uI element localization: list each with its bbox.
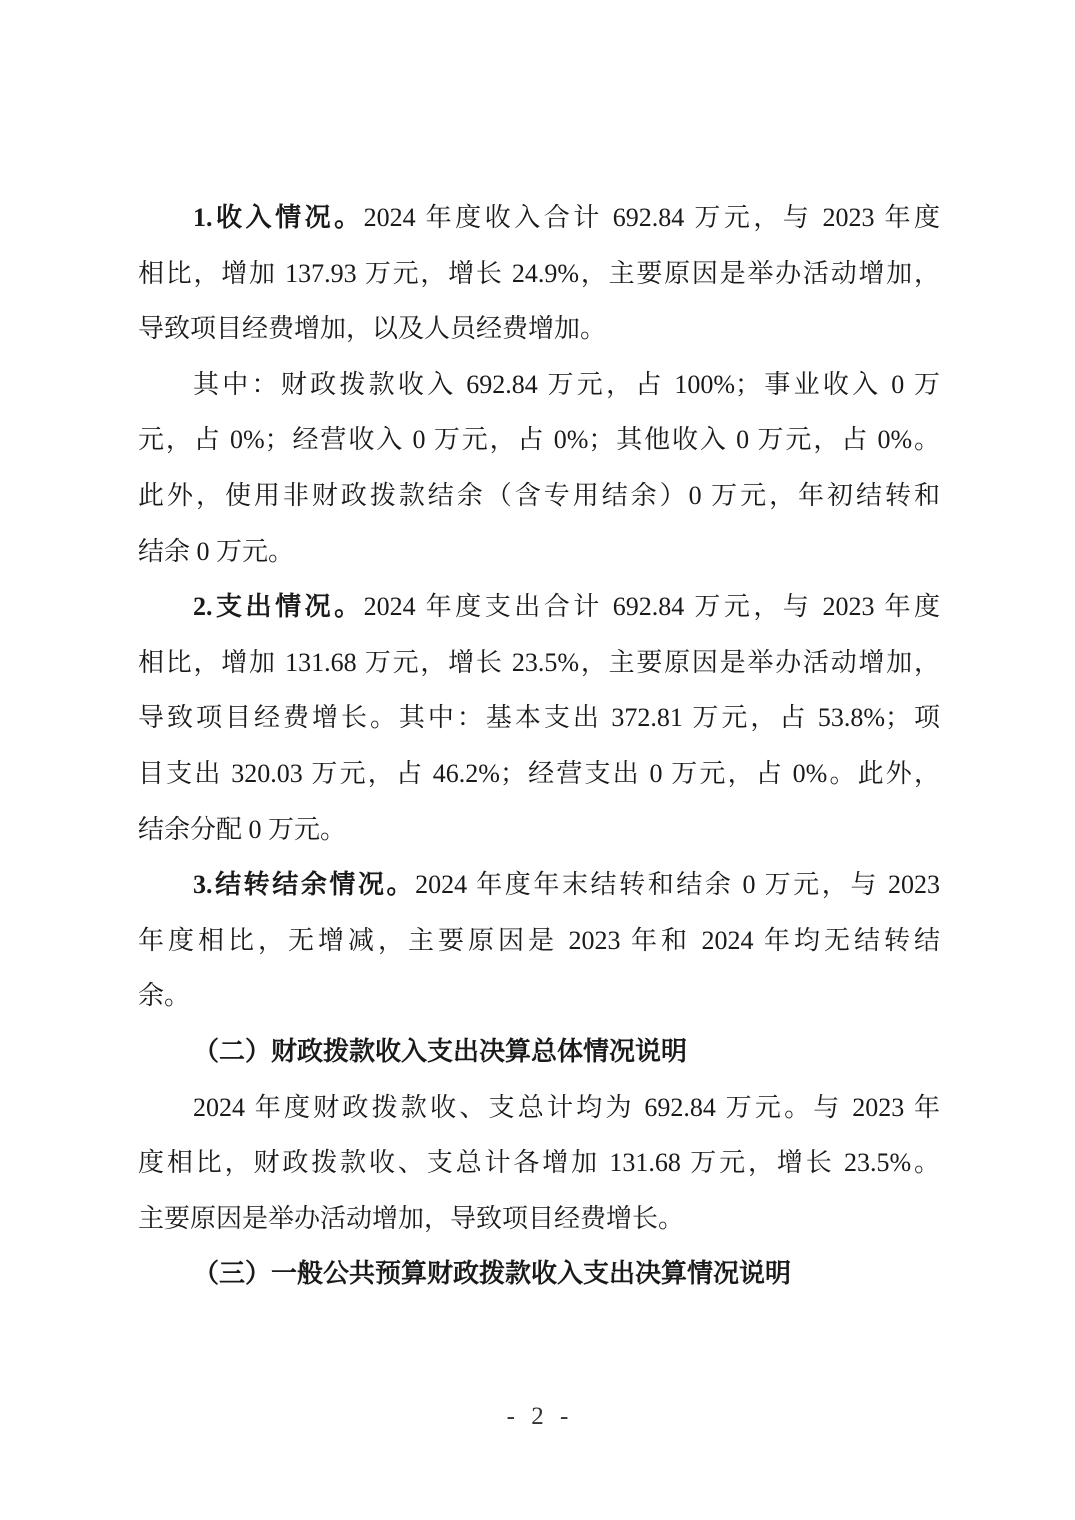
line-text: 主要原因是举办活动增加，导致项目经费增长。 — [138, 1203, 685, 1233]
line-lead-bold: 2.支出情况。 — [193, 592, 364, 622]
document-line — [138, 690, 940, 746]
document-line — [138, 802, 940, 858]
document-line — [138, 357, 940, 413]
line-text: （三）一般公共预算财政拨款收入支出决算情况说明 — [193, 1259, 792, 1289]
document-line — [138, 524, 940, 580]
document-line — [138, 579, 940, 635]
line-text: 2024 年度年末结转和结余 0 万元，与 2023 — [415, 870, 940, 900]
line-text: 导致项目经费增加，以及人员经费增加。 — [138, 314, 607, 344]
line-text: 度相比，财政拨款收、支总计各增加 131.68 万元，增长 23.5%。 — [138, 1148, 940, 1178]
line-text: 结余 0 万元。 — [138, 536, 295, 566]
document-line — [138, 412, 940, 468]
document-line — [138, 1135, 940, 1191]
document-line — [138, 246, 940, 302]
document-line — [138, 1191, 940, 1247]
document-body — [138, 190, 940, 1302]
line-text: （二）财政拨款收入支出决算总体情况说明 — [193, 1036, 688, 1066]
section-heading — [138, 1246, 940, 1302]
line-text: 相比，增加 137.93 万元，增长 24.9%，主要原因是举办活动增加， — [138, 258, 940, 288]
document-line — [138, 301, 940, 357]
document-line — [138, 913, 940, 969]
line-text: 2024 年度支出合计 692.84 万元，与 2023 年度 — [363, 592, 940, 622]
line-text: 目支出 320.03 万元，占 46.2%；经营支出 0 万元，占 0%。此外， — [138, 758, 940, 788]
line-text: 年度相比，无增减，主要原因是 2023 年和 2024 年均无结转结 — [138, 925, 940, 955]
line-text: 余。 — [138, 981, 191, 1011]
line-text: 结余分配 0 万元。 — [138, 814, 347, 844]
line-text: 导致项目经费增长。其中：基本支出 372.81 万元，占 53.8%；项 — [138, 703, 940, 733]
document-line — [138, 968, 940, 1024]
section-heading — [138, 1024, 940, 1080]
line-lead-bold: 1.收入情况。 — [193, 203, 364, 232]
document-line — [138, 468, 940, 524]
line-text: 2024 年度财政拨款收、支总计均为 692.84 万元。与 2023 年 — [193, 1092, 940, 1122]
line-lead-bold: 3.结转结余情况。 — [193, 870, 416, 900]
document-line — [138, 1080, 940, 1136]
line-text: 2024 年度收入合计 692.84 万元，与 2023 年度 — [363, 203, 940, 232]
line-text: 相比，增加 131.68 万元，增长 23.5%，主要原因是举办活动增加， — [138, 647, 940, 677]
document-line — [138, 746, 940, 802]
document-line — [138, 857, 940, 913]
page-number: - 2 - — [506, 1403, 569, 1430]
line-text: 此外，使用非财政拨款结余（含专用结余）0 万元，年初结转和 — [138, 480, 940, 510]
line-text: 其中：财政拨款收入 692.84 万元，占 100%；事业收入 0 万 — [193, 369, 940, 399]
line-text: 元，占 0%；经营收入 0 万元，占 0%；其他收入 0 万元，占 0%。 — [138, 425, 940, 455]
document-line — [138, 635, 940, 691]
document-line — [138, 190, 940, 246]
